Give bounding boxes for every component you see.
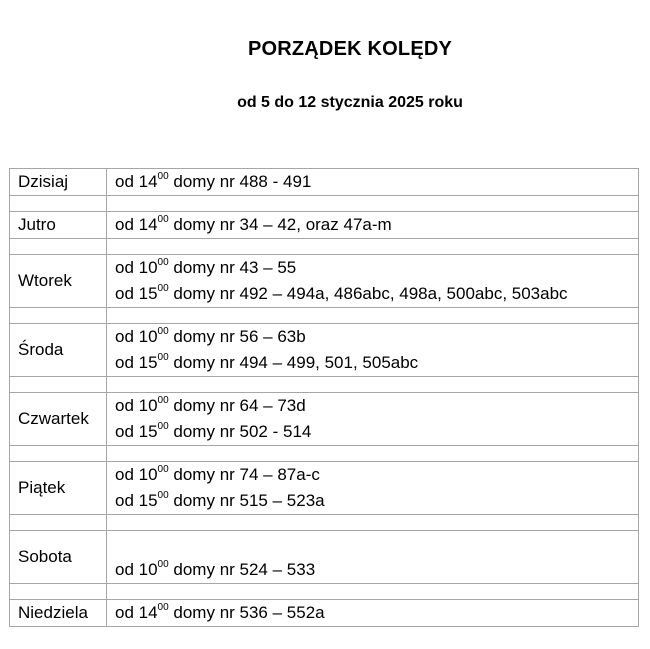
entries-cell: [107, 212, 639, 239]
spacer-row: [10, 196, 639, 212]
table-row: [10, 531, 639, 584]
entry-line: [115, 255, 630, 281]
entry-houses: domy nr 64 – 73d: [168, 396, 306, 415]
entry-time: od 15: [115, 422, 158, 441]
table-row: [10, 212, 639, 239]
spacer-cell: [107, 584, 639, 600]
table-row: [10, 393, 639, 446]
schedule-table: [9, 168, 639, 627]
entries-cell: [107, 169, 639, 196]
entry-time-minutes: 00: [157, 421, 169, 433]
spacer-cell: [107, 308, 639, 324]
entry-houses: domy nr 43 – 55: [168, 258, 297, 277]
spacer-cell: [107, 196, 639, 212]
spacer-cell: [107, 239, 639, 255]
day-cell: Niedziela: [10, 600, 107, 627]
entry-houses: domy nr 492 – 494a, 486abc, 498a, 500abc, 503abc: [168, 284, 568, 303]
spacer-cell: [107, 515, 639, 531]
spacer-row: [10, 515, 639, 531]
entry-time: od 10: [115, 327, 158, 346]
entry-time: od 10: [115, 396, 158, 415]
entries-cell: [107, 462, 639, 515]
page-title: PORZĄDEK KOLĘDY: [247, 38, 453, 60]
entry-houses: domy nr 494 – 499, 501, 505abc: [168, 353, 419, 372]
entry-houses: domy nr 502 - 514: [168, 422, 312, 441]
entry-houses: domy nr 34 – 42, oraz 47a-m: [168, 215, 392, 234]
entry-line: [115, 600, 630, 626]
spacer-cell: [10, 308, 107, 324]
entry-line: [115, 419, 630, 445]
day-cell: Czwartek: [10, 393, 107, 446]
entry-time-minutes: 00: [157, 352, 169, 364]
spacer-cell: [10, 239, 107, 255]
entry-time: od 15: [115, 491, 158, 510]
spacer-cell: [107, 377, 639, 393]
table-row: [10, 255, 639, 308]
entry-time-minutes: 00: [157, 283, 169, 295]
spacer-row: [10, 377, 639, 393]
entry-time-minutes: 00: [157, 257, 169, 269]
entry-line: [115, 531, 630, 557]
entry-time-minutes: 00: [157, 395, 169, 407]
day-cell: Sobota: [10, 531, 107, 584]
spacer-cell: [10, 584, 107, 600]
entry-houses: domy nr 56 – 63b: [168, 327, 306, 346]
entry-time: od 15: [115, 284, 158, 303]
day-cell: Jutro: [10, 212, 107, 239]
entry-time-minutes: 00: [157, 559, 169, 571]
entry-time-minutes: 00: [157, 171, 169, 183]
entry-time: od 15: [115, 353, 158, 372]
entry-time-minutes: 00: [157, 326, 169, 338]
entries-cell: [107, 324, 639, 377]
entry-time: od 10: [115, 465, 158, 484]
entry-line: [115, 462, 630, 488]
spacer-row: [10, 584, 639, 600]
day-cell: Środa: [10, 324, 107, 377]
entry-time: od 10: [115, 258, 158, 277]
entries-cell: [107, 531, 639, 584]
entry-time: od 14: [115, 215, 158, 234]
entry-houses: domy nr 488 - 491: [168, 172, 312, 191]
entry-houses: domy nr 74 – 87a-c: [168, 465, 320, 484]
schedule-body: [10, 169, 639, 627]
day-cell: Wtorek: [10, 255, 107, 308]
entry-time-minutes: 00: [157, 490, 169, 502]
entry-time-minutes: 00: [157, 464, 169, 476]
entry-line: [115, 488, 630, 514]
entry-time: od 14: [115, 603, 158, 622]
page-subtitle: od 5 do 12 stycznia 2025 roku: [237, 94, 463, 111]
table-row: [10, 462, 639, 515]
day-cell: Dzisiaj: [10, 169, 107, 196]
entry-time-minutes: 00: [157, 602, 169, 614]
table-row: [10, 169, 639, 196]
table-row: [10, 324, 639, 377]
entries-cell: [107, 393, 639, 446]
entry-houses: domy nr 515 – 523a: [168, 491, 325, 510]
spacer-row: [10, 446, 639, 462]
entry-line: [115, 393, 630, 419]
entry-time: od 10: [115, 560, 158, 579]
entry-line: [115, 212, 630, 238]
entry-line: [115, 557, 630, 583]
entries-cell: [107, 255, 639, 308]
entry-line: [115, 350, 630, 376]
spacer-cell: [10, 515, 107, 531]
spacer-cell: [10, 377, 107, 393]
spacer-cell: [10, 196, 107, 212]
entry-houses: domy nr 524 – 533: [168, 560, 316, 579]
entries-cell: [107, 600, 639, 627]
spacer-row: [10, 308, 639, 324]
table-row: [10, 600, 639, 627]
entry-time-minutes: 00: [157, 214, 169, 226]
entry-line: [115, 324, 630, 350]
entry-time: od 14: [115, 172, 158, 191]
spacer-row: [10, 239, 639, 255]
entry-houses: domy nr 536 – 552a: [168, 603, 325, 622]
spacer-cell: [107, 446, 639, 462]
entry-line: [115, 281, 630, 307]
spacer-cell: [10, 446, 107, 462]
day-cell: Piątek: [10, 462, 107, 515]
entry-line: [115, 169, 630, 195]
